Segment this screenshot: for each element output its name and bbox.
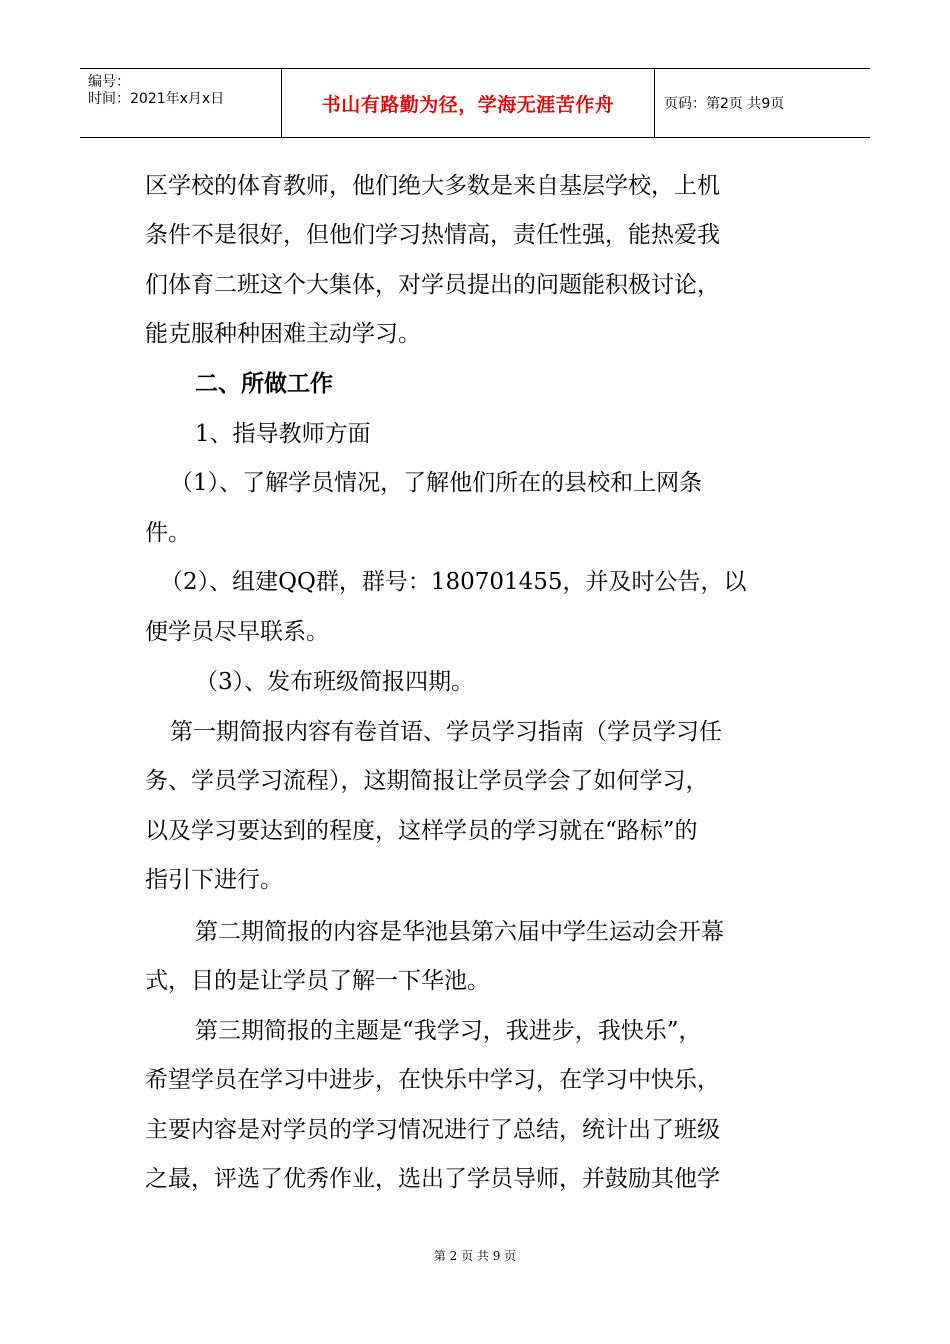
section-heading: 二、所做工作 xyxy=(195,371,333,397)
paragraph-line: 以及学习要达到的程度，这样学员的学习就在“路标”的 xyxy=(145,818,698,844)
number-label: 编号： xyxy=(88,74,130,90)
header-motto-cell xyxy=(281,69,655,137)
page-footer: 第 2 页 共 9 页 xyxy=(433,1249,517,1263)
list-item-line: （1）、了解学员情况，了解他们所在的县校和上网条 xyxy=(170,470,703,496)
page-header xyxy=(80,68,870,138)
time-label: 时间：2021年x月x日 xyxy=(88,91,225,107)
paragraph-line: 之最，评选了优秀作业，选出了学员导师，并鼓励其他学 xyxy=(145,1166,720,1192)
motto-text: 书山有路勤为径，学海无涯苦作舟 xyxy=(321,93,615,116)
paragraph-line: 第一期简报内容有卷首语、学员学习指南（学员学习任 xyxy=(170,719,722,745)
header-meta xyxy=(80,69,280,137)
paragraph-line: 主要内容是对学员的学习情况进行了总结，统计出了班级 xyxy=(145,1117,720,1143)
paragraph-line: 希望学员在学习中进步，在快乐中学习，在学习中快乐， xyxy=(145,1067,720,1093)
paragraph-line: 式，目的是让学员了解一下华池。 xyxy=(145,968,490,994)
paragraph-line: 第三期简报的主题是“我学习，我进步，我快乐”， xyxy=(195,1018,702,1044)
paragraph-line: 指引下进行。 xyxy=(145,867,283,893)
paragraph-line: 第二期简报的内容是华池县第六届中学生运动会开幕 xyxy=(195,919,724,945)
paragraph-line: 能克服种种困难主动学习。 xyxy=(145,321,421,347)
paragraph-line: 区学校的体育教师，他们绝大多数是来自基层学校，上机 xyxy=(145,173,720,199)
paragraph-line: 们体育二班这个大集体，对学员提出的问题能积极讨论， xyxy=(145,272,720,298)
subsection-heading: 1、指导教师方面 xyxy=(195,421,371,447)
list-item-line: 件。 xyxy=(145,520,191,546)
paragraph-line: 条件不是很好，但他们学习热情高，责任性强，能热爱我 xyxy=(145,222,720,248)
list-item-line: （2）、组建QQ群，群号：180701455，并及时公告，以 xyxy=(160,569,747,595)
header-page-info: 页码：第2页 共9页 xyxy=(664,96,785,112)
list-item-line: 便学员尽早联系。 xyxy=(145,619,329,645)
list-item-line: （3）、发布班级简报四期。 xyxy=(195,669,475,695)
paragraph-line: 务、学员学习流程），这期简报让学员学会了如何学习， xyxy=(145,768,709,794)
